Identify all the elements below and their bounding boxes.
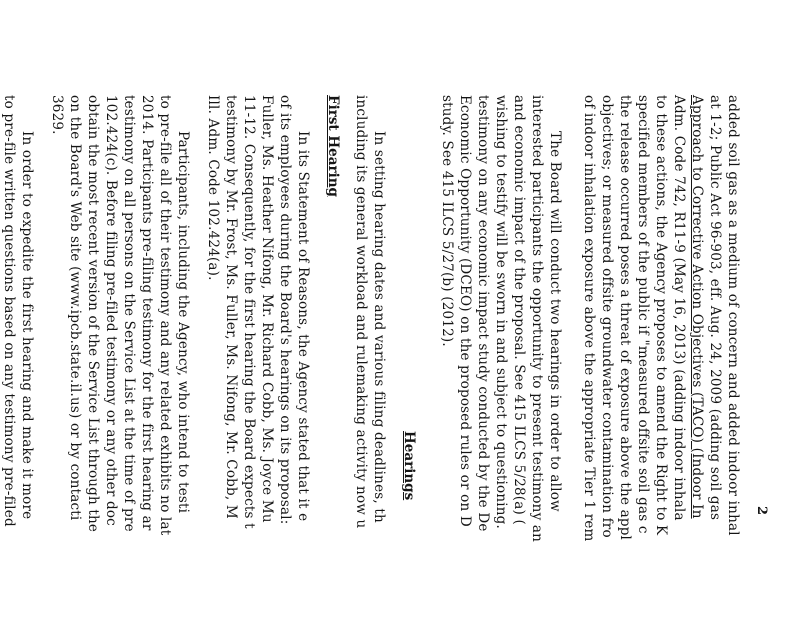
- text-line: 2014. Participants pre-filing testimony for the first hearing ar: [139, 95, 155, 531]
- text-line: In setting hearing dates and various filing deadlines, th: [371, 131, 387, 523]
- text-line: Economic Opportunity (DCEO) on the proposed rules or on D: [457, 95, 473, 527]
- text-line: In order to expedite the first hearing and make it more: [19, 131, 35, 520]
- text-line: objectives; or measured offsite groundwater contamination fro: [599, 95, 615, 538]
- text-line: including its general workload and rulemaking activity now u: [353, 95, 369, 529]
- text-line: testimony on all persons on the Service List at the time of pre: [121, 95, 137, 532]
- text-line: of its employees during the Board's hearings on its proposal:: [277, 95, 293, 525]
- text-line: Approach to Corrective Action Objectives (TACO) (Indoor In: [689, 95, 705, 519]
- text-line: of indoor inhalation exposure above the appropriate Tier 1 rem: [581, 95, 597, 542]
- text-line: wishing to testify will be sworn in and subject to questioning.: [493, 95, 509, 529]
- heading-first-hearing: First Hearing: [325, 95, 341, 197]
- text-line: Ill. Adm. Code 102.424(a).: [205, 95, 221, 281]
- text-line: to pre-file written questions based on any testimony pre-filed: [1, 95, 17, 527]
- text-line: on the Board's Web site (www.ipcb.state.il.us) or by contacti: [67, 95, 83, 521]
- text-line: 11-12. Consequently, for the first hearing the Board expects t: [241, 95, 257, 529]
- text-line: interested participants the opportunity to present testimony an: [529, 95, 545, 543]
- text-line: the release occurred poses a threat of exposure above the appl: [617, 95, 633, 541]
- text-line: and economic impact of the proposal. See 415 ILCS 5/28(a) (: [511, 95, 527, 525]
- text-line: at 1-2; Public Act 96-903, eff. Aug. 24, 2009 (adding soil gas: [707, 95, 723, 521]
- text-line: study. See 415 ILCS 5/27(b) (2012).: [439, 95, 455, 347]
- text-line: Fuller, Ms. Heather Nifong, Mr. Richard Cobb, Ms. Joyce Mu: [259, 95, 275, 523]
- text-line: to pre-file all of their testimony and any related exhibits no lat: [157, 95, 173, 536]
- text-line: 3629.: [49, 95, 65, 135]
- text-line: Participants, including the Agency, who intend to testi: [175, 131, 191, 514]
- document-body: [1, 95, 770, 618]
- text-line: The Board will conduct two hearings in order to allow: [547, 131, 563, 512]
- text-line: testimony by Mr. Frost, Ms. Fuller, Ms. Nifong, Mr. Cobb, M: [223, 95, 239, 519]
- text-line: 102.424(c). Before filing pre-filed testimony or any other doc: [103, 95, 119, 526]
- text-line: specified members of the public if "measured offsite soil gas c: [635, 95, 651, 534]
- text-line: testimony on any economic impact study conducted by the De: [475, 95, 491, 532]
- page-number: 2: [754, 506, 769, 516]
- text-line: to these actions, the Agency proposes to amend the Right to K: [653, 95, 669, 536]
- text-line: added soil gas as a medium of concern and added indoor inhal: [725, 95, 741, 536]
- text-line: obtain the most recent version of the Service List through the: [85, 95, 101, 533]
- text-line: Adm. Code 742, R11-9 (May 16, 2013) (adding indoor inhala: [671, 95, 687, 521]
- text-line: In its Statement of Reasons, the Agency stated that it e: [295, 131, 311, 522]
- heading-hearings: Hearings: [401, 431, 417, 501]
